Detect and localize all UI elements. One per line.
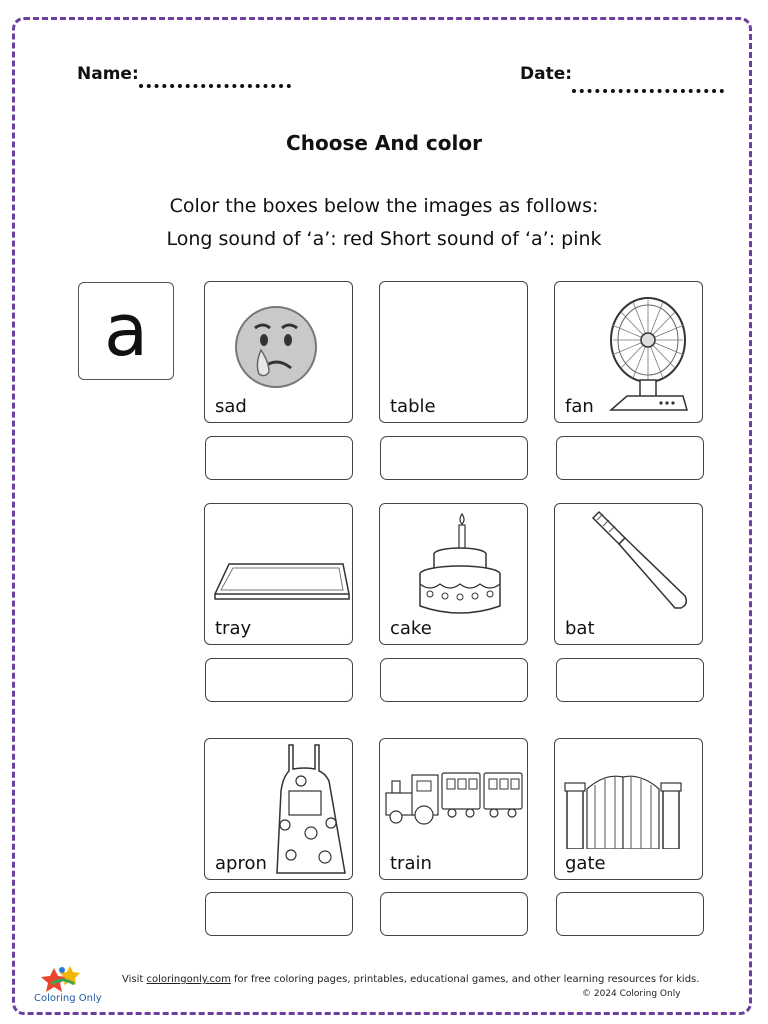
card-tray xyxy=(204,503,353,645)
footer-link[interactable]: coloringonly.com xyxy=(146,974,231,985)
letter: a xyxy=(103,288,149,372)
brand-name: Coloring Only xyxy=(34,993,102,1004)
apron-icon xyxy=(271,741,351,879)
name-label: Name: xyxy=(77,64,139,84)
card-word: cake xyxy=(390,618,432,639)
letter-box xyxy=(78,282,174,380)
footer-text xyxy=(122,972,712,987)
card-apron xyxy=(204,738,353,880)
card-bat xyxy=(554,503,703,645)
card-fan xyxy=(554,281,703,423)
answer-box-train[interactable] xyxy=(380,892,528,936)
card-word: fan xyxy=(565,396,594,417)
answer-box-fan[interactable] xyxy=(556,436,704,480)
name-line[interactable] xyxy=(139,84,291,88)
card-word: bat xyxy=(565,618,595,639)
answer-box-sad[interactable] xyxy=(205,436,353,480)
card-gate xyxy=(554,738,703,880)
card-table xyxy=(379,281,528,423)
card-word: tray xyxy=(215,618,252,639)
date-label: Date: xyxy=(520,64,573,84)
answer-box-cake[interactable] xyxy=(380,658,528,702)
card-word: train xyxy=(390,853,432,874)
card-word: table xyxy=(390,396,436,417)
date-line[interactable] xyxy=(572,89,724,93)
worksheet-title: Choose And color xyxy=(286,131,482,155)
card-cake xyxy=(379,503,528,645)
answer-box-table[interactable] xyxy=(380,436,528,480)
cricket-bat-icon xyxy=(585,508,695,614)
instruction-line-1: Color the boxes below the images as follows: xyxy=(169,195,599,217)
answer-box-apron[interactable] xyxy=(205,892,353,936)
sad-face-icon xyxy=(233,304,319,390)
answer-box-tray[interactable] xyxy=(205,658,353,702)
cake-icon xyxy=(412,510,504,620)
gate-icon xyxy=(563,769,683,849)
card-train xyxy=(379,738,528,880)
card-word: sad xyxy=(215,396,247,417)
card-sad xyxy=(204,281,353,423)
tray-icon xyxy=(211,554,351,604)
card-word: apron xyxy=(215,853,267,874)
answer-box-bat[interactable] xyxy=(556,658,704,702)
card-word: gate xyxy=(565,853,606,874)
footer-text-after: for free coloring pages, printables, educational games, and other learning resources for kids. xyxy=(230,974,700,985)
fan-icon xyxy=(603,292,693,420)
footer-text-before: Visit xyxy=(122,974,147,985)
train-icon xyxy=(382,763,527,827)
instruction-line-2: Long sound of ‘a’: red Short sound of ‘a’: pink xyxy=(166,228,602,250)
copyright: © 2024 Coloring Only xyxy=(582,989,681,999)
answer-box-gate[interactable] xyxy=(556,892,704,936)
